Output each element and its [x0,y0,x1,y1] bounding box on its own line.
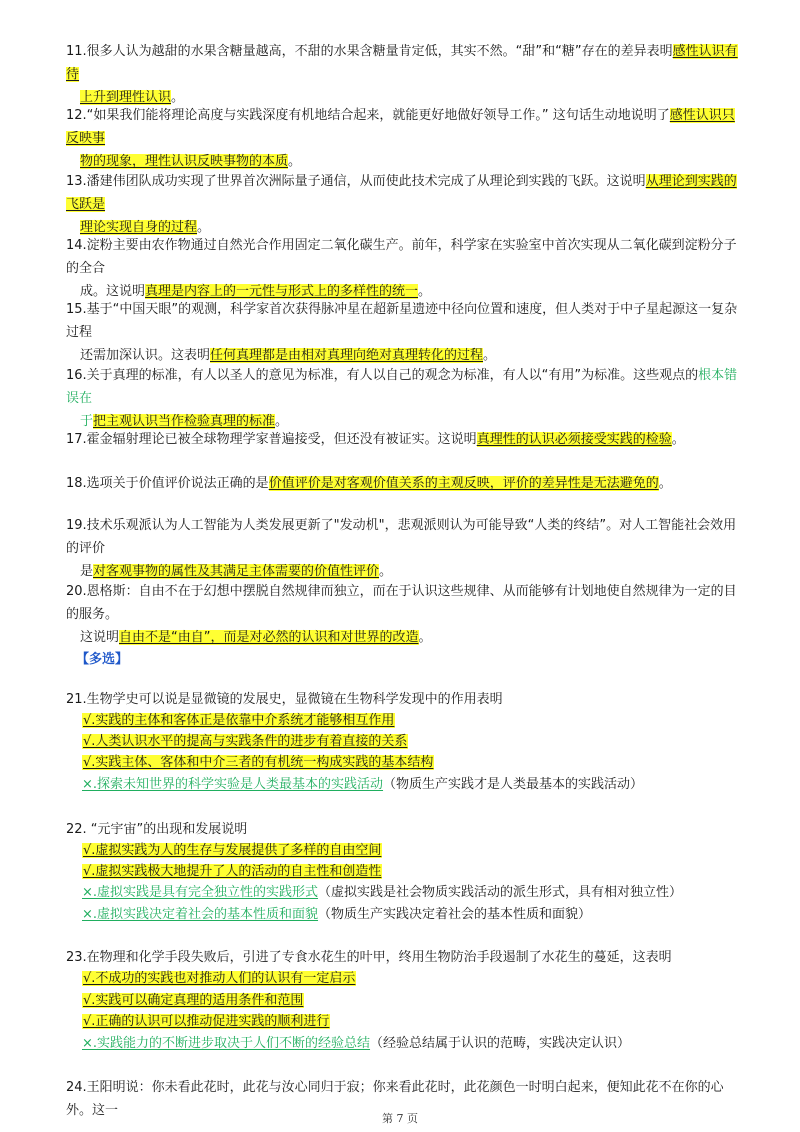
question-14: 14.淀粉主要由农作物通过自然光合作用固定二氧化碳生产。前年，科学家在实验室中首次实现从二氧化碳到淀粉分子的全合 成。这说明真理是内容上的一元性与形式上的多样性的统一。 [66,238,737,299]
option-note: （经验总结属于认识的范畴，实践决定认识） [370,1036,631,1051]
question-23-stem: 23.在物理和化学手段失败后，引进了专食水花生的叶甲，终用生物防治手段遏制了水花生的蔓延，这表明 [66,950,672,965]
question-24-stem: 24.王阳明说：你未看此花时，此花与汝心同归于寂；你来看此花时，此花颜色一时明白起来，便知此花不在你的心外。这一 [66,1080,724,1118]
option-correct: √.虚拟实践为人的生存与发展提供了多样的自由空间 [83,843,382,858]
option-correct: √.虚拟实践极大地提升了人的活动的自主性和创造性 [83,864,382,879]
question-16: 16.关于真理的标准，有人以圣人的意见为标准，有人以自己的观念为标准，有人以“有用”为标准。这些观点的根本错误在 于把主观认识当作检验真理的标准。 [66,368,738,429]
option-wrong: ×.虚拟实践是具有完全独立性的实践形式（虚拟实践是社会物质实践活动的派生形式，具有相对独立性） [82,885,683,900]
page-number: 第 7 页 [382,1112,418,1125]
question-21-stem: 21.生物学史可以说是显微镜的发展史，显微镜在生物科学发现中的作用表明 [66,692,503,707]
option-correct: √.实践的主体和客体正是依靠中介系统才能够相互作用 [83,713,395,728]
option-correct: √.不成功的实践也对推动人们的认识有一定启示 [83,971,356,986]
option-correct: √.实践主体、客体和中介三者的有机统一构成实践的基本结构 [83,755,434,770]
question-15: 15.基于“中国天眼”的观测，科学家首次获得脉冲星在超新星遗迹中径向位置和速度，但人类对于中子星起源这一复杂过程 还需加深认识。这表明任何真理都是由相对真理向绝对真理转化的过程。 [66,302,738,363]
question-22-stem: 22. “元宇宙”的出现和发展说明 [66,822,248,837]
option-wrong: ×.虚拟实践决定着社会的基本性质和面貌（物质生产实践决定着社会的基本性质和面貌） [82,907,592,922]
answer-highlight: 任何真理都是由相对真理向绝对真理转化的过程 [210,348,484,363]
question-12: 12.“如果我们能将理论高度与实践深度有机地结合起来，就能更好地做好领导工作。” 这句话生动地说明了感性认识只反映事 物的现象，理性认识反映事物的本质。 [66,108,735,169]
question-19: 19.技术乐观派认为人工智能为人类发展更新了"发动机"，悲观派则认为可能导致“人类的终结”。对人工智能社会效用的评价 是对客观事物的属性及其满足主体需要的价值性评价。 [66,518,737,579]
answer-highlight: 对客观事物的属性及其满足主体需要的价值性评价 [93,564,380,579]
question-17: 17.霍金辐射理论已被全球物理学家普遍接受，但还没有被证实。这说明真理性的认识必须接受实践的检验。 [66,432,685,447]
question-18: 18.选项关于价值评价说法正确的是价值评价是对客观价值关系的主观反映，评价的差异性是无法避免的。 [66,476,672,491]
option-wrong: ×.实践能力的不断进步取决于人们不断的经验总结（经验总结属于认识的范畴，实践决定认识） [82,1036,631,1051]
option-correct: √.人类认识水平的提高与实践条件的进步有着直接的关系 [83,734,408,749]
answer-highlight: 物的现象，理性认识反映事物的本质 [80,154,289,169]
question-11: 11.很多人认为越甜的水果含糖量越高，不甜的水果含糖量肯定低，其实不然。“甜”和“糖”存在的差异表明感性认识有待 上升到理性认识。 [66,44,738,105]
answer-highlight: 真理是内容上的一元性与形式上的多样性的统一 [145,284,419,299]
answer-highlight: 真理性的认识必须接受实践的检验 [476,432,672,447]
option-correct: √.正确的认识可以推动促进实践的顺利进行 [83,1014,330,1029]
option-note: （虚拟实践是社会物质实践活动的派生形式，具有相对独立性） [318,885,683,900]
section-title-multiple-choice: 【多选】 [76,652,129,667]
answer-highlight: 上升到理性认识 [80,90,172,105]
option-correct: √.实践可以确定真理的适用条件和范围 [83,993,304,1008]
option-note: （物质生产实践决定着社会的基本性质和面貌） [318,907,592,922]
option-wrong: ×.探索未知世界的科学实验是人类最基本的实践活动（物质生产实践才是人类最基本的实践活动） [82,777,644,792]
question-13: 13.潘建伟团队成功实现了世界首次洲际量子通信，从而使此技术完成了从理论到实践的飞跃。这说明从理论到实践的飞跃是 理论实现自身的过程。 [66,174,737,235]
key-phrase: 根本错误在 [66,368,738,406]
answer-highlight: 理论实现自身的过程 [80,220,198,235]
answer-highlight: 感性认识只反映事 [66,108,735,146]
answer-highlight: 感性认识有待 [66,44,738,82]
option-note: （物质生产实践才是人类最基本的实践活动） [383,777,644,792]
answer-highlight: 价值评价是对客观价值关系的主观反映，评价的差异性是无法避免的 [268,476,659,491]
answer-highlight: 从理论到实践的飞跃是 [66,174,737,212]
answer-highlight: 自由不是“由自”，而是对必然的认识和对世界的改造 [119,630,419,645]
question-20: 20.恩格斯：自由不在于幻想中摆脱自然规律而独立，而在于认识这些规律、从而能够有计划地使自然规律为一定的目的服务。 这说明自由不是“由自”，而是对必然的认识和对世界的改造。 [66,584,737,645]
answer-highlight: 把主观认识当作检验真理的标准 [93,414,276,429]
key-phrase: 于 [80,414,94,429]
